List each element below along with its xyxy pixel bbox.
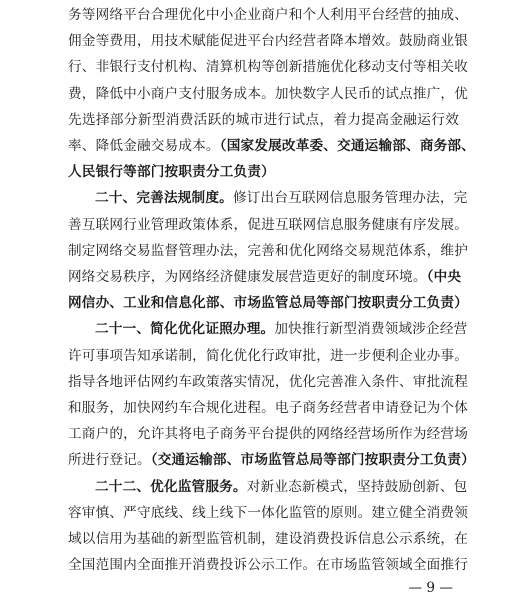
text-line: [68, 343, 469, 369]
body-text: 和服务，加快网约车合规化进程。电子商务经营者申请登记为个体: [68, 400, 469, 416]
bold-text: 人民银行等部门按职责分工负责）: [68, 164, 275, 181]
body-text: 费，降低中小商户支付服务成本。加快数字人民币的试点推广，优: [68, 85, 469, 102]
body-text: 制定网络交易监督管理办法，完善和优化网络交易规范体系，维护: [68, 242, 469, 259]
bold-text: 网信办、工业和信息化部、市场监管总局等部门按职责分工负责）: [68, 295, 469, 312]
text-line: [68, 500, 469, 526]
bold-text: 二十一、简化优化证照办理。: [95, 321, 275, 338]
bold-text: 二十、完善法规制度。: [95, 190, 233, 207]
text-line: [68, 264, 462, 290]
text-line: [68, 369, 469, 395]
body-text: 加快推行新型消费领域涉企经营: [274, 321, 468, 338]
body-text: 容审慎、严守底线、线上线下一体化监管的原则。建立健全消费领: [68, 504, 469, 521]
text-line: [68, 2, 469, 28]
text-line: [68, 54, 469, 80]
text-line: [68, 81, 469, 107]
text-line: [68, 395, 469, 421]
body-text: 指导各地评估网约车政策落实情况，优化完善准入条件、审批流程: [68, 373, 469, 390]
body-text: 工商户的，允许其将电子商务平台提供的网络经营场所作为经营场: [68, 426, 469, 443]
body-text: 修订出台互联网信息服务管理办法，完: [232, 190, 468, 207]
body-text: 佣金等费用，用技术赋能促进平台内经营者降本增效。鼓励商业银: [68, 33, 469, 50]
body-text: 全国范围内全面推开消费投诉公示工作。在市场监管领域全面推行: [68, 557, 469, 574]
text-line: [95, 185, 468, 211]
body-text: 网络交易秩序，为网络经济健康发展营造更好的制度环境。: [68, 269, 427, 285]
text-line: [68, 526, 469, 552]
bold-text: （交通运输部、市场监管总局等部门按职责分工负责）: [150, 452, 476, 469]
body-text: 所进行登记。: [68, 452, 151, 469]
text-line: [68, 133, 476, 159]
body-text: 善互联网行业管理政策体系，促进互联网信息服务健康有序发展。: [68, 216, 469, 233]
body-text: 域以信用为基础的新型监管机制，建设消费投诉信息公示系统，在: [68, 531, 469, 547]
text-line: [68, 238, 469, 264]
page-number: — 9 —: [408, 580, 453, 596]
bold-text: 二十二、优化监管服务。: [95, 478, 247, 495]
body-text: 许可事项告知承诺制，简化优化行政审批，进一步便利企业办事。: [68, 347, 469, 364]
bold-text: （国家发展改革委、交通运输部、商务部、: [219, 138, 476, 154]
text-line: [68, 159, 459, 185]
body-text: 行、非银行支付机构、清算机构等创新措施优化移动支付等相关收: [68, 59, 469, 76]
text-line: [68, 28, 469, 54]
body-text: 对新业态新模式，坚持鼓励创新、包: [246, 478, 468, 495]
text-line: [68, 290, 469, 316]
body-text: 先选择部分新型消费活跃的城市进行试点，着力提高金融运行效: [68, 111, 459, 128]
text-line: [95, 316, 468, 342]
text-line: [68, 552, 469, 578]
body-text: 率、降低金融交易成本。: [68, 138, 220, 154]
text-line: [68, 421, 469, 447]
text-line: [68, 212, 469, 238]
text-line: [68, 447, 476, 473]
text-line: [68, 107, 459, 133]
body-text: 务等网络平台合理优化中小企业商户和个人利用平台经营的抽成、: [68, 7, 469, 23]
text-line: [95, 474, 468, 500]
bold-text: （中央: [426, 269, 462, 285]
